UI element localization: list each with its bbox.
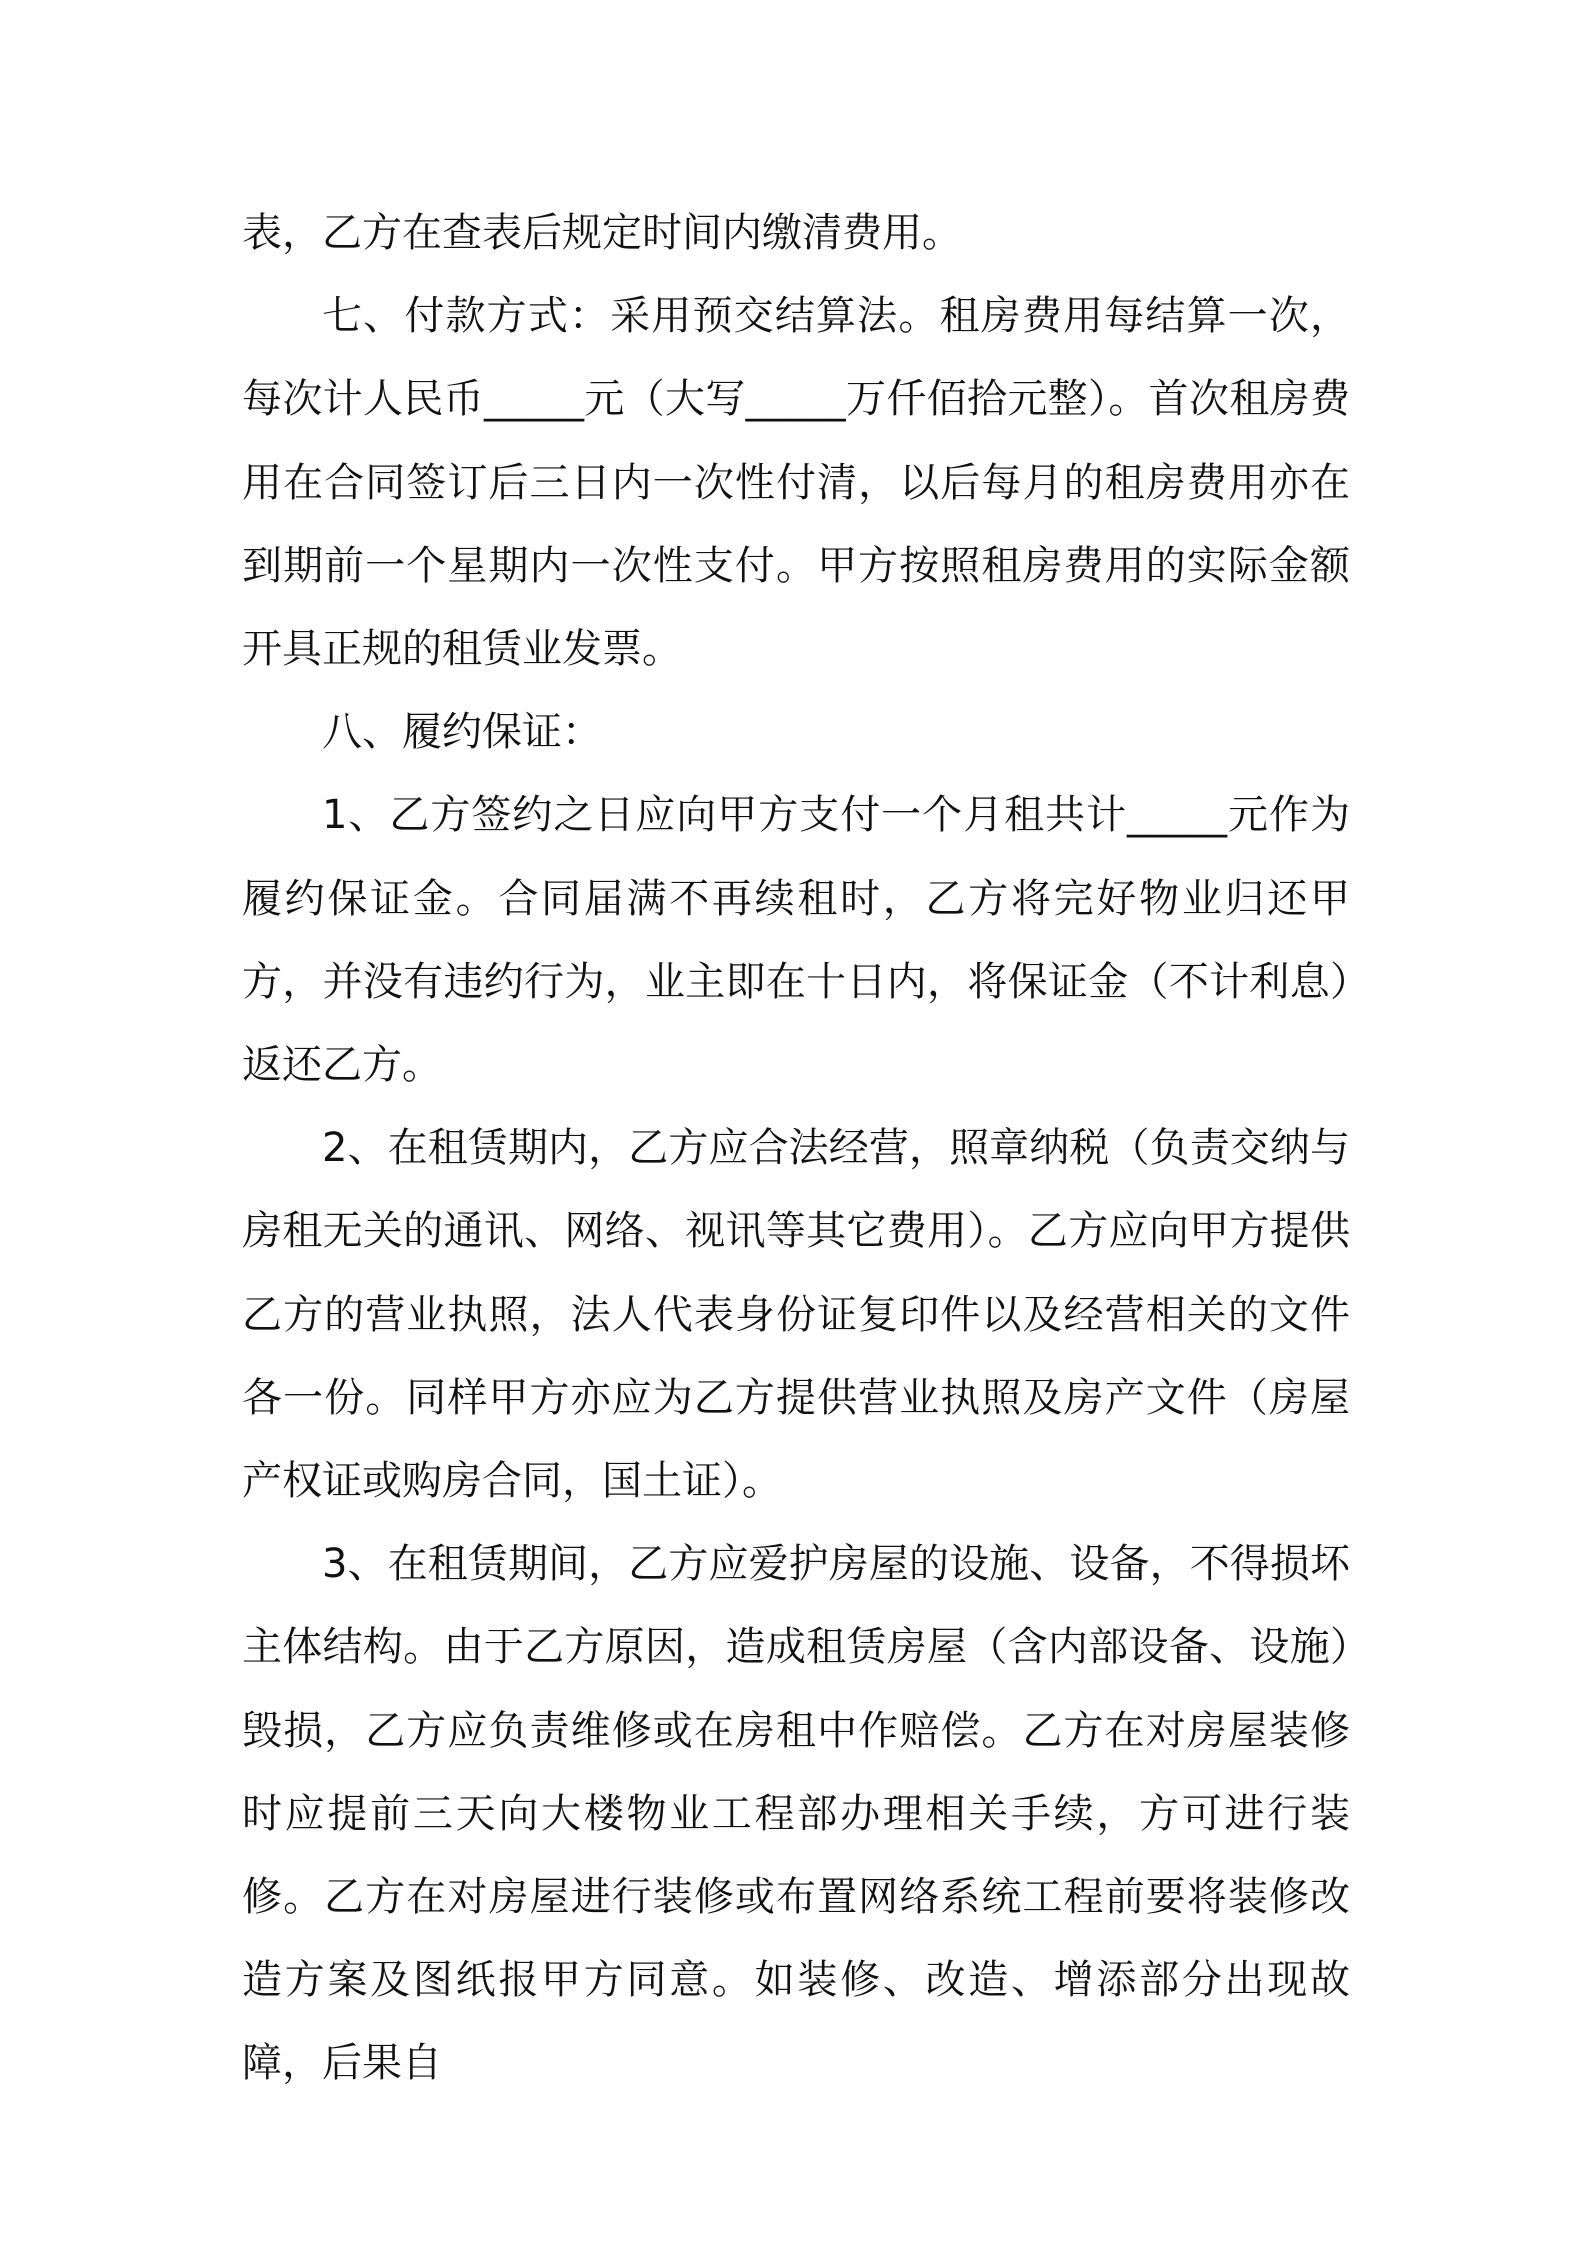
paragraph-guarantee-item-1: 1、乙方签约之日应向甲方支付一个月租共计_____元作为履约保证金。合同届满不再续租时，乙方将完好物业归还甲方，并没有违约行为，业主即在十日内，将保证金（不计利息）返还乙方。	[242, 792, 1350, 1089]
paragraph-guarantee-item-3: 3、在租赁期间，乙方应爱护房屋的设施、设备，不得损坏主体结构。由于乙方原因，造成租赁房屋（含内部设备、设施）毁损，乙方应负责维修或在房租中作赔偿。乙方在对房屋装修时应提前三天向大楼物业工程部办理相关手续，方可进行装修。乙方在对房屋进行装修或布置网络系统工程前要将装修改造方案及图纸报甲方同意。如装修、改造、增添部分出现故障，后果自	[242, 1541, 1350, 2087]
paragraph-continued: 表，乙方在查表后规定时间内缴清费用。	[242, 210, 962, 256]
paragraph-guarantee-item-2: 2、在租赁期内，乙方应合法经营，照章纳税（负责交纳与房租无关的通讯、网络、视讯等其它费用）。乙方应向甲方提供乙方的营业执照，法人代表身份证复印件以及经营相关的文件各一份。同样甲方亦应为乙方提供营业执照及房产文件（房屋产权证或购房合同，国土证）。	[242, 1125, 1350, 1505]
paragraph-performance-guarantee-heading: 八、履约保证：	[322, 709, 602, 756]
paragraph-payment-method: 七、付款方式：采用预交结算法。租房费用每结算一次，每次计人民币_____元（大写_____万仟佰拾元整）。首次租房费用在合同签订后三日内一次性付清，以后每月的租房费用亦在到期前一个星期内一次性支付。甲方按照租房费用的实际金额开具正规的租赁业发票。	[242, 293, 1350, 673]
document-body	[242, 192, 1350, 2106]
